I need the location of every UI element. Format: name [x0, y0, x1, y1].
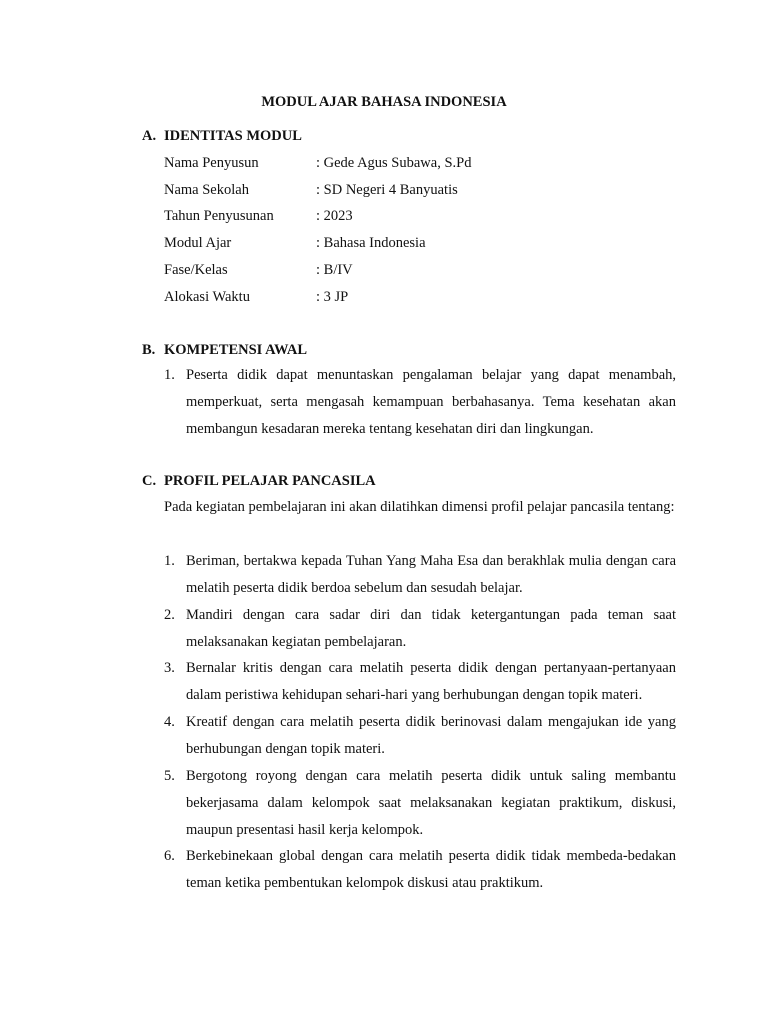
- section-a-letter: A.: [142, 128, 157, 144]
- profil-item-2: [164, 602, 676, 656]
- identity-label: Nama Penyusun: [164, 155, 259, 171]
- identity-row-modul-ajar: [164, 233, 684, 253]
- section-b-title: KOMPETENSI AWAL: [164, 342, 308, 358]
- profil-item-1: [164, 548, 676, 602]
- profil-item-5: [164, 763, 676, 844]
- identity-row-fase-kelas: [164, 260, 684, 280]
- identity-row-alokasi-waktu: [164, 287, 684, 307]
- profil-intro-paragraph: Pada kegiatan pembelajaran ini akan dilatihkan dimensi profil pelajar pancasila tentang:: [164, 499, 675, 515]
- section-a-title: IDENTITAS MODUL: [164, 128, 302, 144]
- list-text: Bergotong royong dengan cara melatih peserta didik untuk saling membantu bekerjasama dalam kelompok saat melaksanakan kegiatan praktikum, diskusi, maupun presentasi hasil kerja kelompok.: [186, 768, 676, 838]
- section-c-letter: C.: [142, 473, 157, 489]
- profil-item-6: [164, 843, 676, 897]
- section-b-letter: B.: [142, 342, 156, 358]
- section-c-title: PROFIL PELAJAR PANCASILA: [164, 473, 376, 489]
- list-text: Berkebinekaan global dengan cara melatih peserta didik tidak membeda-bedakan teman ketika pembentukan kelompok diskusi atau praktikum.: [186, 848, 676, 891]
- identity-value: : Bahasa Indonesia: [316, 235, 426, 251]
- list-text: Peserta didik dapat menuntaskan pengalaman belajar yang dapat menambah, memperkuat, serta mengasah kemampuan berbahasanya. Tema kesehatan akan membangun kesadaran mereka tentang kesehatan diri dan lingkungan.: [186, 367, 676, 437]
- profil-item-4: [164, 709, 676, 763]
- list-number: 3.: [164, 660, 175, 676]
- identity-label: Modul Ajar: [164, 235, 232, 251]
- list-text: Bernalar kritis dengan cara melatih peserta didik dengan pertanyaan-pertanyaan dalam peristiwa kehidupan sehari-hari yang berhubungan dengan topik materi.: [186, 660, 676, 703]
- profil-item-3: [164, 655, 676, 709]
- identity-label: Fase/Kelas: [164, 262, 228, 278]
- kompetensi-item-1: [164, 362, 676, 443]
- identity-label: Tahun Penyusunan: [164, 208, 274, 224]
- document-title: MODUL AJAR BAHASA INDONESIA: [261, 94, 507, 110]
- list-number: 5.: [164, 768, 175, 784]
- list-number: 1.: [164, 553, 175, 569]
- identity-label: Alokasi Waktu: [164, 289, 250, 305]
- list-text: Kreatif dengan cara melatih peserta didik berinovasi dalam mengajukan ide yang berhubungan dengan topik materi.: [186, 714, 676, 757]
- identity-row-nama-penyusun: [164, 153, 684, 173]
- identity-value: : 3 JP: [316, 289, 349, 305]
- list-text: Beriman, bertakwa kepada Tuhan Yang Maha Esa dan berakhlak mulia dengan cara melatih peserta didik berdoa sebelum dan sesudah belajar.: [186, 553, 676, 596]
- identity-value: : 2023: [316, 208, 353, 224]
- list-text: Mandiri dengan cara sadar diri dan tidak ketergantungan pada teman saat melaksanakan kegiatan pembelajaran.: [186, 607, 676, 650]
- list-number: 4.: [164, 714, 175, 730]
- identity-row-tahun-penyusunan: [164, 206, 684, 226]
- identity-row-nama-sekolah: [164, 180, 684, 200]
- section-a-heading: [142, 126, 302, 146]
- identity-value: : B/IV: [316, 262, 353, 278]
- list-number: 1.: [164, 367, 175, 383]
- identity-value: : SD Negeri 4 Banyuatis: [316, 182, 458, 198]
- list-number: 6.: [164, 848, 175, 864]
- section-c-heading: [142, 471, 376, 491]
- section-b-heading: [142, 340, 307, 360]
- identity-value: : Gede Agus Subawa, S.Pd: [316, 155, 472, 171]
- list-number: 2.: [164, 607, 175, 623]
- identity-label: Nama Sekolah: [164, 182, 249, 198]
